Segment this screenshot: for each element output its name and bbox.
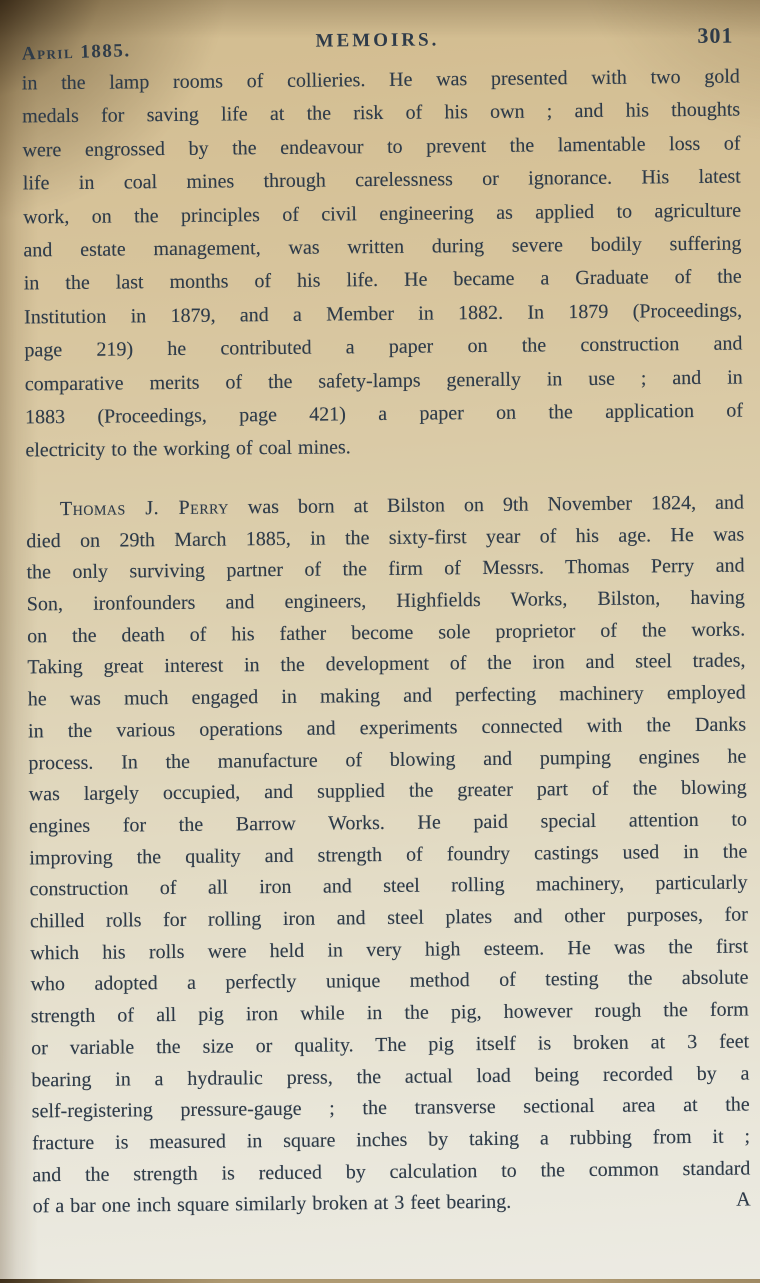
memoir-text bbox=[0, 60, 760, 1223]
header-date: April 1885. bbox=[21, 40, 130, 66]
text-line: died on 29th March 1885, in the sixty-first year of his age. He was bbox=[26, 519, 744, 558]
text-line: fracture is measured in square inches by taking a rubbing from it ; bbox=[32, 1121, 750, 1160]
text-line: in the last months of his life. He became a Graduate of the bbox=[24, 261, 742, 301]
text-line: or variable the size or quality. The pig itself is broken at 3 feet bbox=[31, 1026, 749, 1065]
page-number: 301 bbox=[439, 23, 733, 52]
text-line: and the strength is reduced by calculation to the common standard bbox=[32, 1153, 750, 1192]
text-line: in the lamp rooms of collieries. He was presented with two gold bbox=[22, 61, 740, 101]
text-line: electricity to the working of coal mines. bbox=[25, 428, 743, 468]
text-line: A of a bar one inch square similarly broken at 3 feet bearing. bbox=[33, 1185, 751, 1224]
text-line: on the death of his father become sole proprietor of the works. bbox=[27, 614, 745, 653]
text-line: engines for the Barrow Works. He paid special attention to bbox=[29, 804, 747, 843]
text-line: construction of all iron and steel rolling machinery, particularly bbox=[29, 868, 747, 907]
text-line: medals for saving life at the risk of his own ; and his thoughts bbox=[22, 94, 740, 134]
text-line: was largely occupied, and supplied the greater part of the blowing bbox=[29, 773, 747, 812]
text-line: chilled rolls for rolling iron and steel plates and other purposes, for bbox=[30, 900, 748, 939]
text-line: he was much engaged in making and perfecting machinery employed bbox=[28, 678, 746, 717]
text-line: Institution in 1879, and a Member in 1882. In 1879 (Proceedings, bbox=[24, 294, 742, 334]
text-line: bearing in a hydraulic press, the actual load being recorded by a bbox=[31, 1058, 749, 1097]
text-line: process. In the manufacture of blowing and pumping engines he bbox=[28, 741, 746, 780]
header-date-cell bbox=[21, 31, 315, 56]
text-line: 1883 (Proceedings, page 421) a paper on the application of bbox=[25, 395, 743, 435]
text-line: page 219) he contributed a paper on the construction and bbox=[24, 328, 742, 368]
text-line: comparative merits of the safety-lamps generally in use ; and in bbox=[25, 361, 743, 401]
text-line: life in coal mines through carelessness or ignorance. His latest bbox=[23, 161, 741, 201]
text-line: were engrossed by the endeavour to prevent the lamentable loss of bbox=[22, 127, 740, 167]
text-line: improving the quality and strength of foundry castings used in the bbox=[29, 836, 747, 875]
text-line: who adopted a perfectly unique method of testing the absolute bbox=[30, 963, 748, 1002]
text-line: in the various operations and experiments connected with the Danks bbox=[28, 709, 746, 748]
paragraph-thomas-perry-memoir bbox=[26, 487, 751, 1223]
text-line: which his rolls were held in very high esteem. He was the first bbox=[30, 931, 748, 970]
text-line: self-registering pressure-gauge ; the transverse sectional area at the bbox=[32, 1090, 750, 1129]
text-line: Thomas J. Perry was born at Bilston on 9th November 1824, and bbox=[26, 487, 744, 526]
running-title: MEMOIRS. bbox=[316, 29, 440, 52]
person-name-small-caps: Thomas J. Perry bbox=[60, 496, 229, 520]
paragraph-colliery-memoir bbox=[22, 61, 744, 469]
page-header bbox=[0, 0, 756, 56]
catchword: A bbox=[736, 1185, 751, 1217]
text-line: Taking great interest in the development of the iron and steel trades, bbox=[27, 646, 745, 685]
text-line: and estate management, was written during severe bodily suffering bbox=[23, 228, 741, 268]
text-line: strength of all pig iron while in the pig, however rough the form bbox=[31, 995, 749, 1034]
text-line: work, on the principles of civil engineering as applied to agriculture bbox=[23, 194, 741, 234]
text-line: Son, ironfounders and engineers, Highfields Works, Bilston, having bbox=[27, 582, 745, 621]
text-line: the only surviving partner of the firm of Messrs. Thomas Perry and bbox=[26, 551, 744, 590]
